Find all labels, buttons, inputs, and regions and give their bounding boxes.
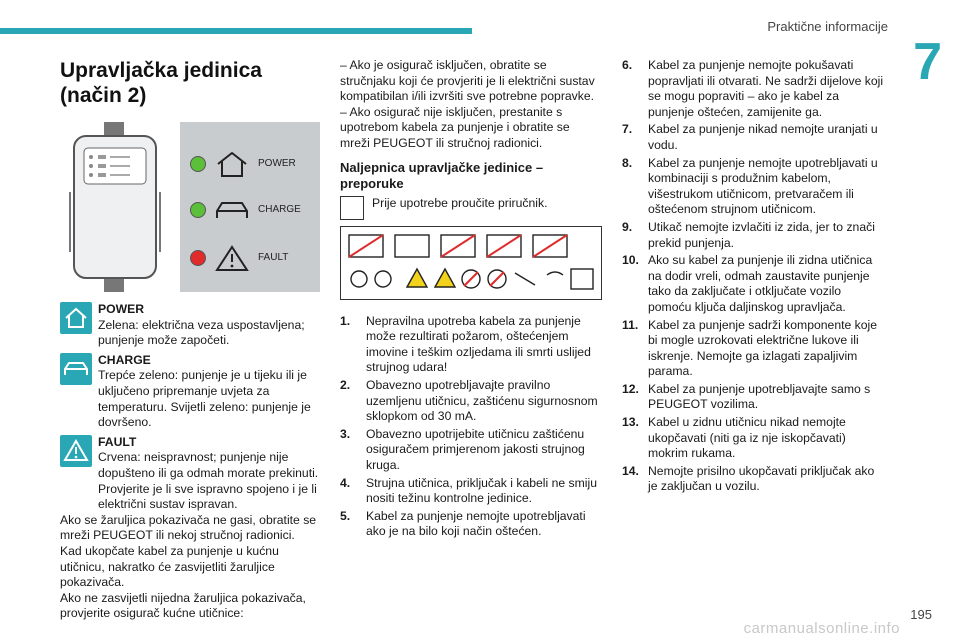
legend-power-head: POWER [98, 302, 145, 316]
list-item: 8. Kabel za punjenje nemojte upotrebljavati u kombinaciji s produžnim kabelom, višestrukom utičnicom, pretvaračem ili oštećenom strujnom utičnicom. [622, 155, 878, 217]
list-item: 4. Strujna utičnica, priključak i kabeli ne smiju nositi težinu kontrolne jedinice. [340, 475, 597, 506]
charge-led-icon [190, 202, 206, 218]
list-item: 12. Kabel za punjenje upotrebljavajte samo s PEUGEOT vozilima. [622, 381, 871, 412]
list-item: 2. Obavezno upotrebljavajte pravilno uzemljenu utičnicu, zaštićenu sigurnosnom sklopkom od 30 mA. [340, 377, 598, 424]
house-icon [60, 302, 92, 334]
power-indicator-row [190, 150, 296, 178]
manual-note [340, 196, 602, 220]
list-item: 3. Obavezno upotrijebite utičnicu zaštićenu osiguračem primjerenom jakosti strujnog kruga. [340, 426, 585, 472]
house-icon [214, 150, 250, 178]
list-item: 5. Kabel za punjenje nemojte upotrebljavati ako je na bilo koji način oštećen. [340, 508, 586, 539]
power-led-icon [190, 156, 206, 172]
book-icon [340, 196, 364, 220]
legend-power [60, 302, 320, 349]
dash-item: – Ako je osigurač isključen, obratite se stručnjaku koji će provjeriti je li električni sustav kompatibilan i/ili izvršiti sve potrebne popravke. [340, 58, 595, 104]
fault-led-icon [190, 250, 206, 266]
dash-item: – Ako osigurač nije isključen, prestanite s upotrebom kabela za punjenje i obratite se mreži PEUGEOT ili stručnoj radionici. [340, 104, 570, 150]
section-title: Praktične informacije [767, 19, 888, 34]
indicator-panel [180, 122, 320, 292]
legend-charge-text: Trepće zeleno: punjenje je u tijeku ili je uključeno pripremanje uvjeta za temperaturu. Svijetli zeleno: punjenje je dovršeno. [98, 368, 311, 430]
power-label: POWER [258, 158, 296, 170]
page-title: Upravljačka jedinica (način 2) [60, 59, 262, 107]
watermark: carmanualsonline.info [743, 620, 900, 637]
fault-label: FAULT [258, 252, 289, 264]
list-item: 13. Kabel u zidnu utičnicu nikad nemojte ukopčavati (niti ga iz nje iskopčavati) mokrim rukama. [622, 415, 846, 461]
car-icon [214, 196, 250, 224]
warning-icon [60, 435, 92, 467]
fault-indicator-row [190, 244, 288, 272]
column-3 [622, 58, 884, 497]
accent-bar [0, 28, 472, 34]
control-unit-illustration [60, 122, 170, 292]
manual-note-text: Prije upotrebe proučite priručnik. [372, 195, 548, 210]
warning-icon [214, 244, 250, 272]
sticker-illustration [340, 226, 602, 300]
list-item: 14. Nemojte prisilno ukopčavati priključak ako je zaključan u vozilu. [622, 463, 875, 494]
legend-power-text: Zelena: električna veza uspostavljena; punjenje može započeti. [98, 317, 305, 348]
legend-fault-text: Crvena: neispravnost; punjenje nije dopušteno ili ga odmah morate prekinuti. Provjerite je li sve ispravno spojeno i je li električni sustav ispravan. [98, 450, 319, 512]
list-item: 9. Utikač nemojte izvlačiti iz zida, jer to znači prekid punjenja. [622, 219, 875, 250]
column-2 [340, 58, 602, 542]
sticker-subtitle: Naljepnica upravljačke jedinice – preporuke [340, 159, 544, 191]
recommendation-list-continued [622, 58, 884, 495]
list-item: 1. Nepravilna upotreba kabela za punjenje može rezultirati požarom, oštećenjem imovine i teškim ozljedama ili smrti uslijed strujnog udara! [340, 313, 591, 375]
recommendation-list [340, 314, 602, 540]
charge-label: CHARGE [258, 204, 301, 216]
column-1 [60, 58, 320, 622]
page-number: 195 [910, 607, 932, 622]
list-item: 7. Kabel za punjenje nikad nemojte uranjati u vodu. [622, 122, 878, 152]
legend-charge [60, 353, 320, 431]
list-item: 6. Kabel za punjenje nemojte pokušavati popravljati ili otvarati. Ne sadrži dijelove koji se mogu popraviti – ako je kabel za punjenje oštećen, zamijenite ga. [622, 58, 884, 119]
charge-indicator-row [190, 196, 301, 224]
paragraph: Ako se žaruljica pokazivača ne gasi, obratite se mreži PEUGEOT ili nekoj stručnoj radionici. [60, 512, 317, 543]
list-item: 10. Ako su kabel za punjenje ili zidna utičnica na dodir vreli, odmah zaustavite punjenje tako da zaključate i otključate vozilo pomoću ključa daljinskog upravljača. [622, 253, 873, 314]
legend-charge-head: CHARGE [98, 352, 151, 367]
legend-fault-head: FAULT [98, 434, 137, 449]
control-unit-figure [60, 122, 320, 292]
paragraph: Ako ne zasvijetli nijedna žaruljica pokazivača, provjerite osigurač kućne utičnice: [60, 590, 306, 621]
legend-fault [60, 435, 320, 513]
paragraph: Kad ukopčate kabel za punjenje u kućnu utičnicu, nakratko će zasvijetliti žaruljice pokazivača. [60, 543, 279, 590]
list-item: 11. Kabel za punjenje sadrži komponente koje bi mogle uzrokovati električne lukove ili iskrenje. Nemojte ga izlagati zapaljivim parama. [622, 317, 878, 379]
chapter-number: 7 [913, 33, 942, 91]
car-icon [60, 353, 92, 385]
